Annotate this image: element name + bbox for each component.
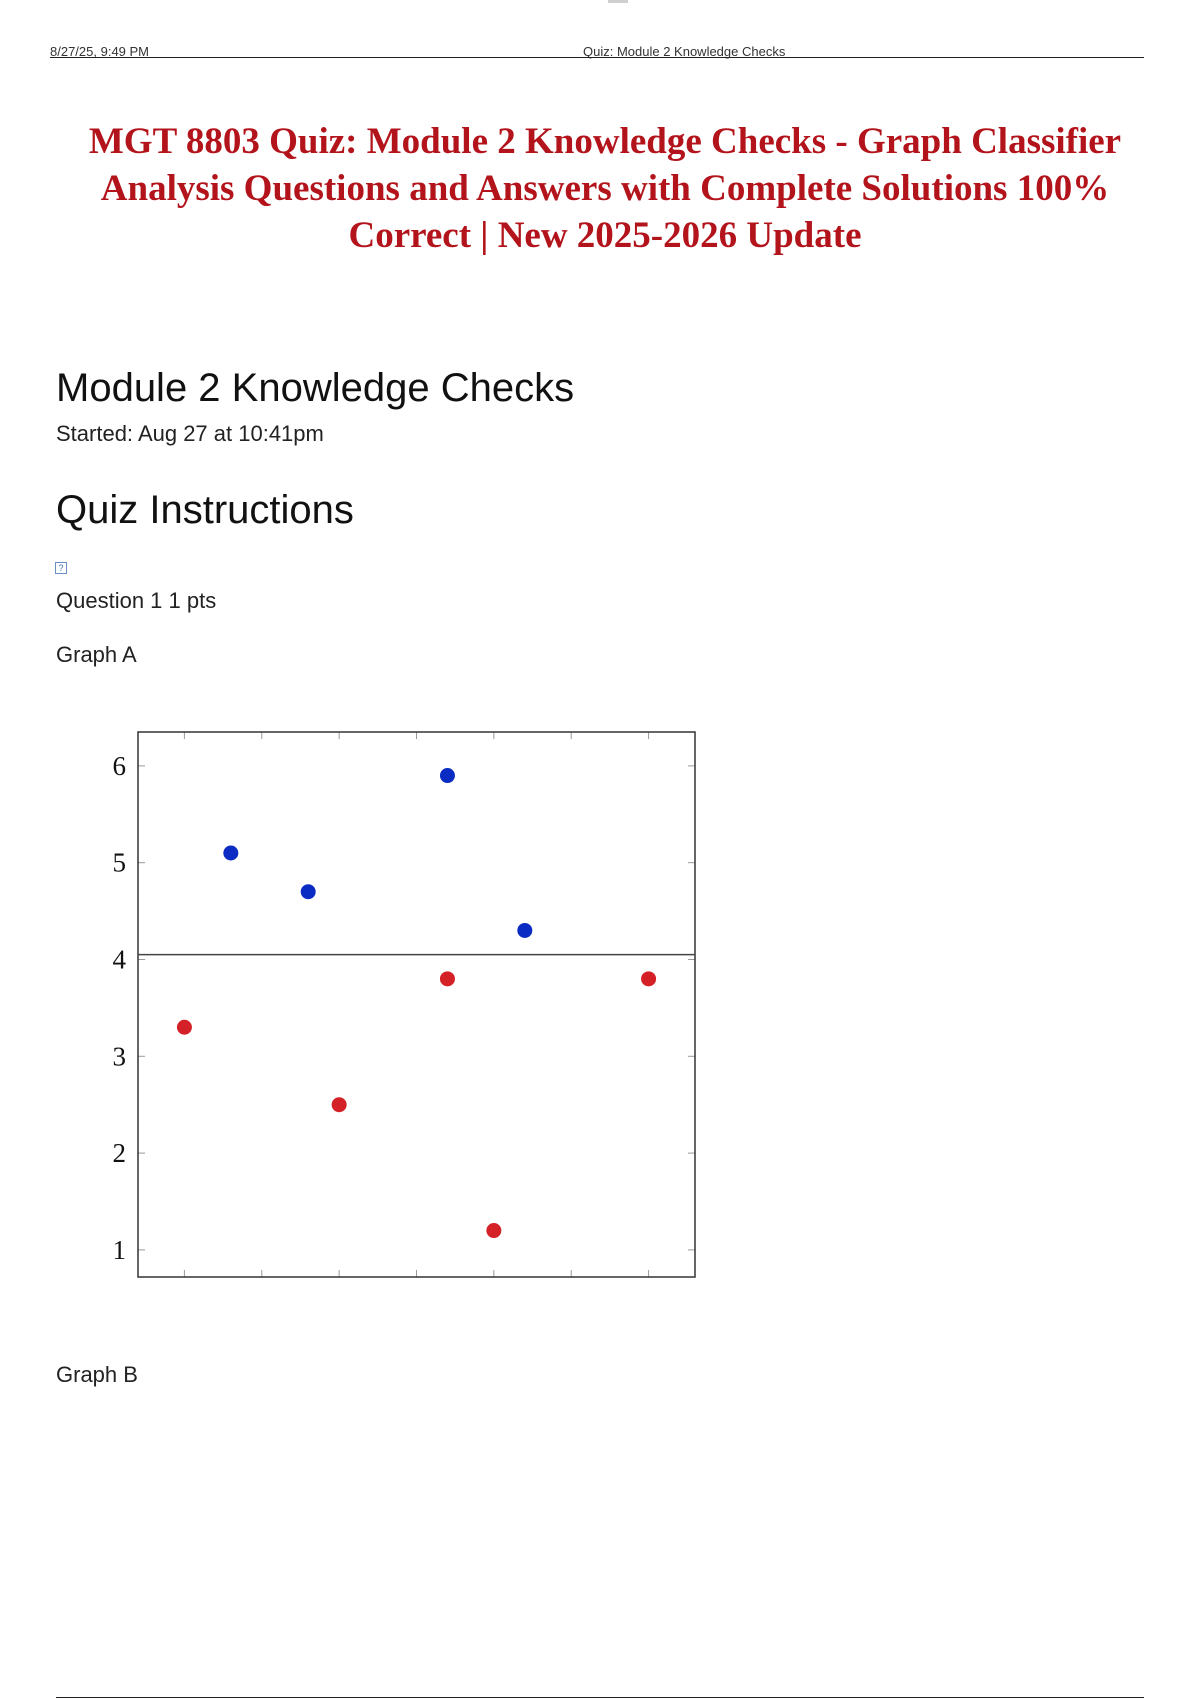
y-tick-label: 6 xyxy=(112,750,126,781)
document-title: MGT 8803 Quiz: Module 2 Knowledge Checks - Graph Classifier Analysis Questions and Answers with Complete Solutions 100% Correct | New 2025-2026 Update xyxy=(88,121,1122,256)
quiz-instructions-heading: Quiz Instructions xyxy=(56,488,354,532)
data-point xyxy=(223,846,238,861)
page-top-mark xyxy=(608,0,628,3)
page-title: Module 2 Knowledge Checks xyxy=(56,366,575,410)
y-tick-label: 4 xyxy=(112,944,126,975)
print-header xyxy=(50,44,1144,58)
data-point xyxy=(177,1020,192,1035)
started-timestamp: Started: Aug 27 at 10:41pm xyxy=(56,421,324,446)
print-date: 8/27/25, 9:49 PM xyxy=(50,44,150,59)
footer-divider xyxy=(56,1697,1144,1698)
y-tick-label: 3 xyxy=(112,1041,126,1072)
print-doc-name: Quiz: Module 2 Knowledge Checks xyxy=(583,44,786,59)
graph-a-label: Graph A xyxy=(56,642,137,667)
data-point xyxy=(641,971,656,986)
data-point xyxy=(486,1223,501,1238)
y-tick-label: 1 xyxy=(112,1234,126,1265)
plot-frame xyxy=(138,732,695,1277)
header-divider xyxy=(50,57,1144,58)
y-tick-label: 5 xyxy=(112,847,126,878)
broken-image-icon: ? xyxy=(55,562,67,574)
data-point xyxy=(332,1097,347,1112)
data-point xyxy=(440,768,455,783)
graph-b-label: Graph B xyxy=(56,1362,138,1387)
data-point xyxy=(517,923,532,938)
data-point xyxy=(440,971,455,986)
graph-a-scatter-chart xyxy=(80,720,780,1280)
data-point xyxy=(301,884,316,899)
y-tick-label: 2 xyxy=(112,1138,126,1169)
question-label: Question 1 1 pts xyxy=(56,588,217,613)
